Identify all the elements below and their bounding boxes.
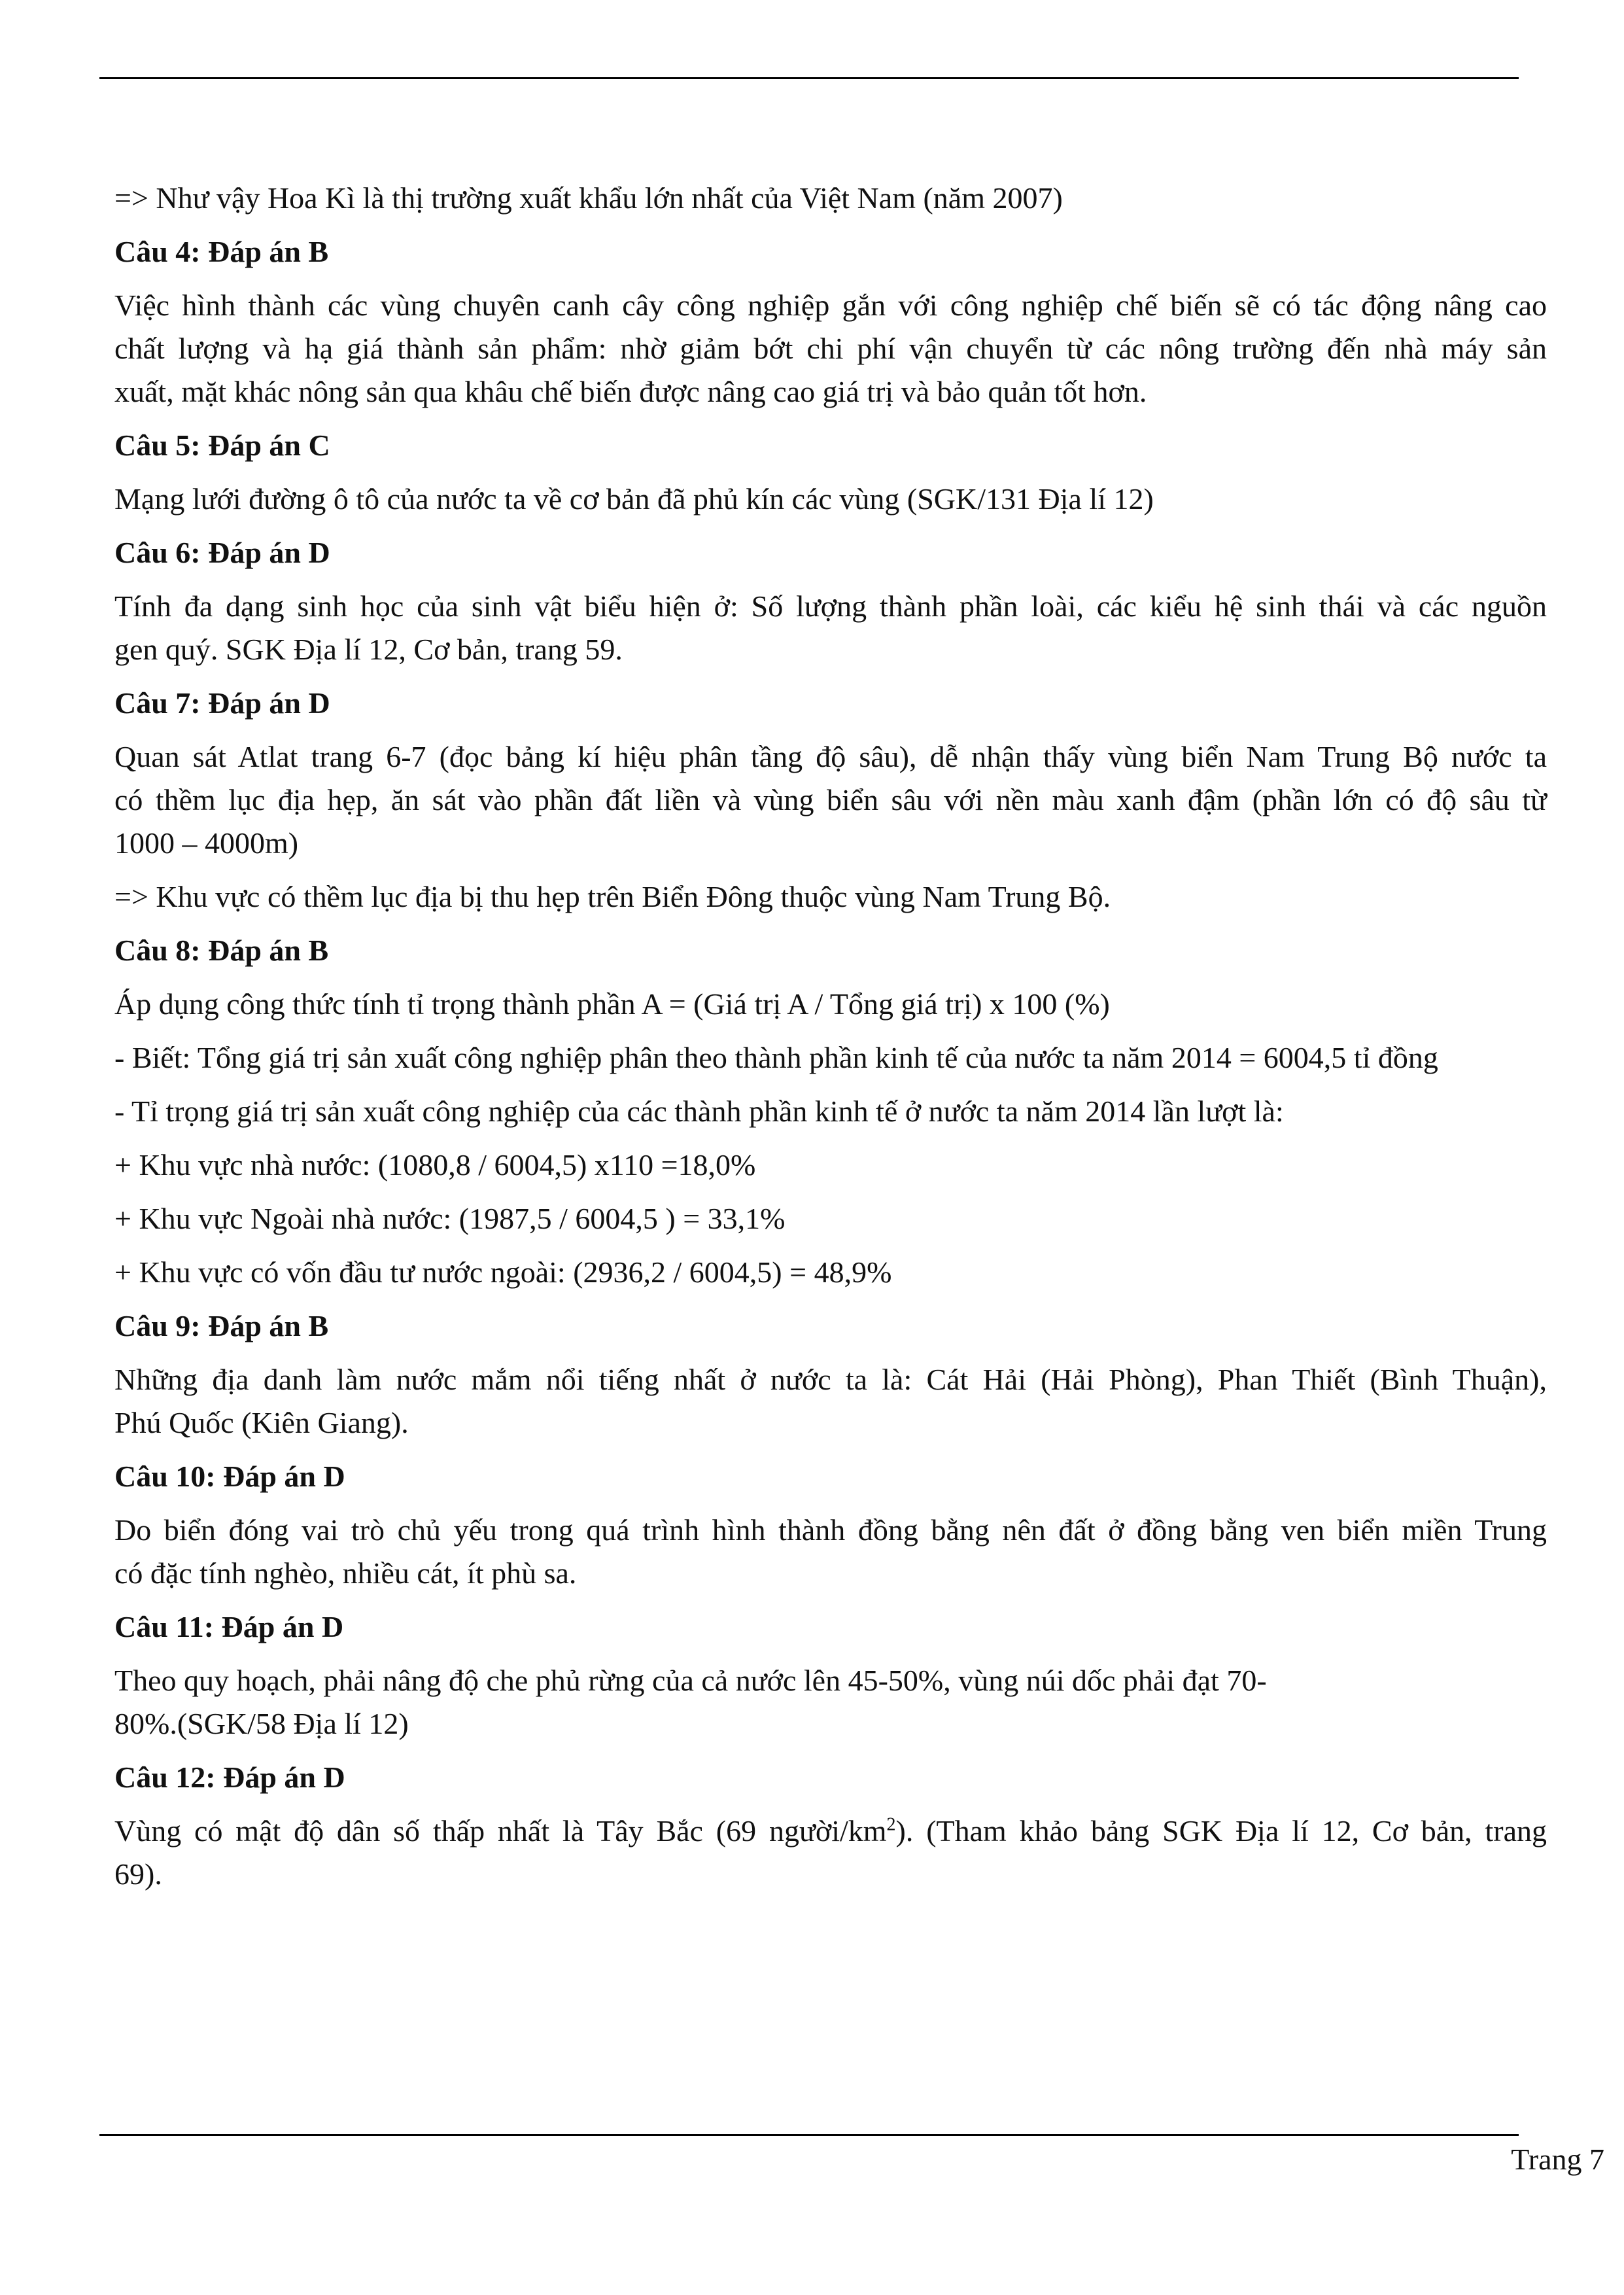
answer-conclusion-7: => Khu vực có thềm lục địa bị thu hẹp trên Biển Đông thuộc vùng Nam Trung Bộ. bbox=[114, 880, 1111, 913]
formula-line: Áp dụng công thức tính tỉ trọng thành phần A = (Giá trị A / Tổng giá trị) x 100 (%) bbox=[114, 987, 1110, 1021]
superscript-2: 2 bbox=[886, 1814, 896, 1835]
answer-paragraph-6: Tính đa dạng sinh học của sinh vật biểu hiện ở: Số lượng thành phần loài, các kiểu hệ sinh thái và các nguồn gen quý. SGK Địa lí 12, Cơ bản, trang 59. bbox=[114, 589, 1547, 666]
document-body bbox=[114, 177, 1547, 1906]
share-state-line: + Khu vực nhà nước: (1080,8 / 6004,5) x110 =18,0% bbox=[114, 1148, 756, 1182]
page-number: Trang 7 bbox=[1511, 2143, 1604, 2176]
answer-heading-8: Câu 8: Đáp án B bbox=[114, 934, 329, 967]
answer-heading-7: Câu 7: Đáp án D bbox=[114, 686, 330, 720]
header-rule bbox=[99, 77, 1519, 79]
answer-paragraph-4: Việc hình thành các vùng chuyên canh cây công nghiệp gắn với công nghiệp chế biến sẽ có tác động nâng cao chất lượng và hạ giá thành sản phẩm: nhờ giảm bớt chi phí vận chuyển từ các nông trường đến nhà máy sản xuất, mặt khác nông sản qua khâu chế biến được nâng cao giá trị và bảo quản tốt hơn. bbox=[114, 289, 1547, 408]
share-intro-line: - Tỉ trọng giá trị sản xuất công nghiệp của các thành phần kinh tế ở nước ta năm 2014 lần lượt là: bbox=[114, 1095, 1284, 1128]
answer-heading-10: Câu 10: Đáp án D bbox=[114, 1460, 345, 1493]
answer-paragraph-9: Những địa danh làm nước mắm nổi tiếng nhất ở nước ta là: Cát Hải (Hải Phòng), Phan Thiết (Bình Thuận), Phú Quốc (Kiên Giang). bbox=[114, 1363, 1547, 1439]
answer-paragraph-7: Quan sát Atlat trang 6-7 (đọc bảng kí hiệu phân tầng độ sâu), dễ nhận thấy vùng biển Nam Trung Bộ nước ta có thềm lục địa hẹp, ăn sát vào phần đất liền và vùng biển sâu với nền màu xanh đậm (phần lớn có độ sâu từ 1000 – 4000m) bbox=[114, 740, 1547, 860]
footer-rule bbox=[99, 2134, 1519, 2136]
answer-text-5: Mạng lưới đường ô tô của nước ta về cơ bản đã phủ kín các vùng (SGK/131 Địa lí 12) bbox=[114, 482, 1154, 516]
answer-paragraph-10: Do biển đóng vai trò chủ yếu trong quá trình hình thành đồng bằng nên đất ở đồng bằng ven biển miền Trung có đặc tính nghèo, nhiều cát, ít phù sa. bbox=[114, 1513, 1547, 1590]
answer-heading-9: Câu 9: Đáp án B bbox=[114, 1309, 329, 1342]
conclusion-line: => Như vậy Hoa Kì là thị trường xuất khẩu lớn nhất của Việt Nam (năm 2007) bbox=[114, 181, 1063, 215]
answer-heading-4: Câu 4: Đáp án B bbox=[114, 235, 329, 268]
share-fdi-line: + Khu vực có vốn đầu tư nước ngoài: (2936,2 / 6004,5) = 48,9% bbox=[114, 1255, 892, 1289]
answer-paragraph-11: Theo quy hoạch, phải nâng độ che phủ rừng của cả nước lên 45-50%, vùng núi dốc phải đạt 70- 80%.(SGK/58 Địa lí 12) bbox=[114, 1664, 1267, 1740]
answer-paragraph-12: Vùng có mật độ dân số thấp nhất là Tây Bắc (69 người/$km^2$). (Tham khảo bảng SGK Địa lí 12, Cơ bản, trang 69). bbox=[114, 1814, 1547, 1891]
answer-heading-11: Câu 11: Đáp án D bbox=[114, 1610, 344, 1643]
given-total-line: - Biết: Tổng giá trị sản xuất công nghiệp phân theo thành phần kinh tế của nước ta năm 2014 = 6004,5 tỉ đồng bbox=[114, 1041, 1438, 1074]
share-nonstate-line: + Khu vực Ngoài nhà nước: (1987,5 / 6004,5 ) = 33,1% bbox=[114, 1202, 786, 1235]
answer-heading-12: Câu 12: Đáp án D bbox=[114, 1761, 345, 1794]
answer-heading-6: Câu 6: Đáp án D bbox=[114, 536, 330, 569]
answer-heading-5: Câu 5: Đáp án C bbox=[114, 429, 330, 462]
